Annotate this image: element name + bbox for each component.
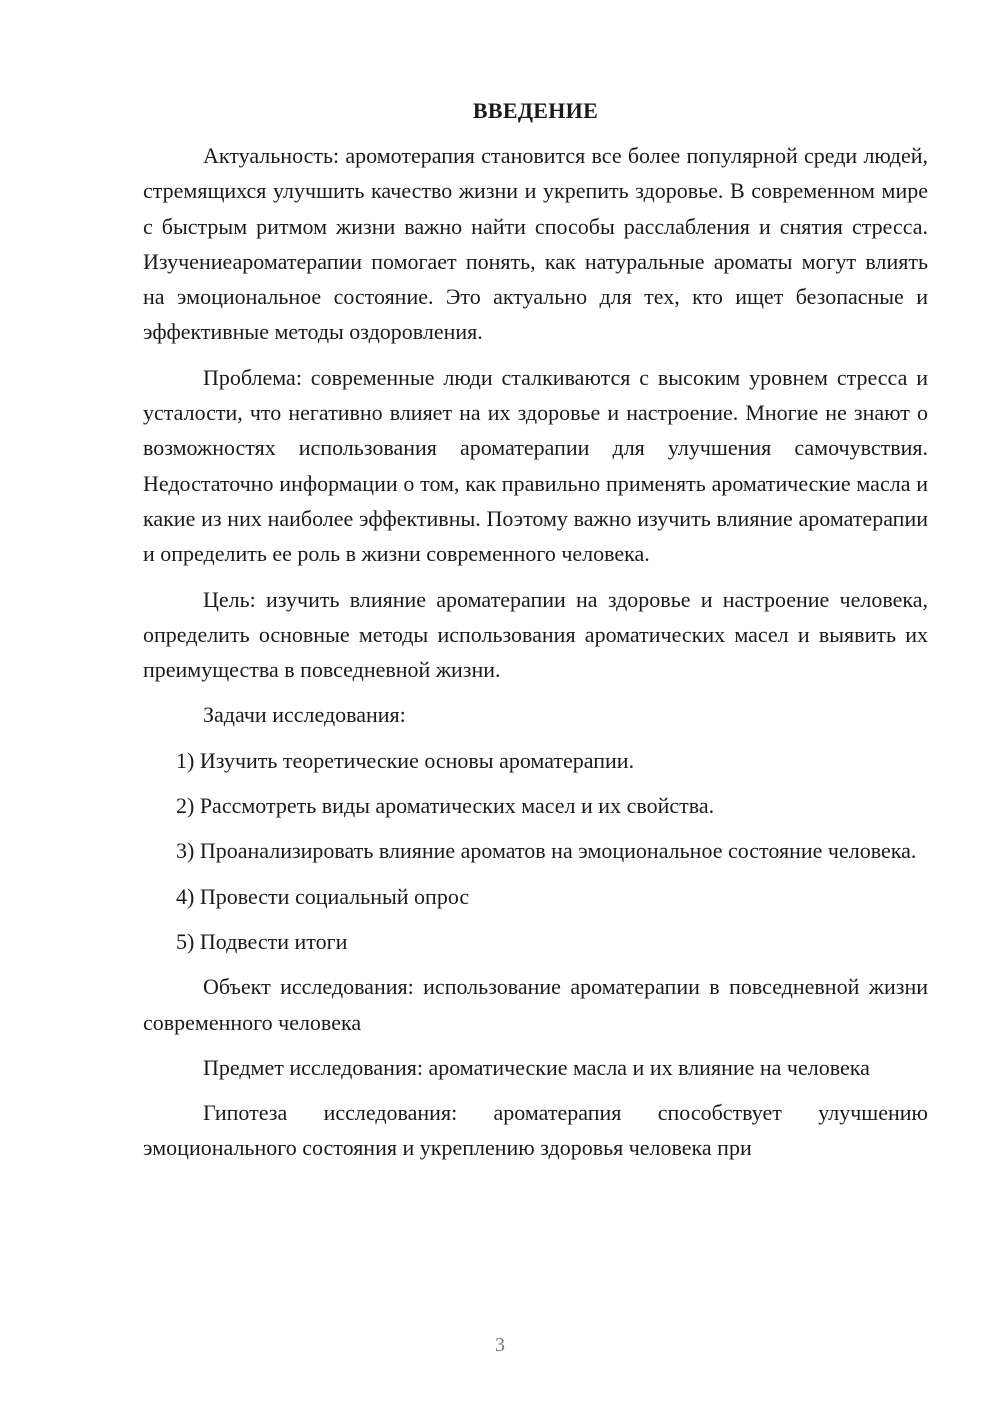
task-item: 3) Проанализировать влияние ароматов на эмоциональное состояние человека. (176, 838, 917, 864)
section-heading: ВВЕДЕНИЕ (472, 98, 599, 123)
paragraph-problem: Проблема: современные люди сталкиваются с высоким уровнем стресса и усталости, что негативно влияет на их здоровье и настроение. Многие не знают о возможностях использования ароматерапии для улучшения самочувствия. Недостаточно информации о том, как правильно применять ароматические масла и какие из них наиболее эффективны. Поэтому важно изучить влияние ароматерапии и определить ее роль в жизни современного человека. (143, 364, 928, 567)
tasks-title: Задачи исследования: (203, 702, 406, 728)
document-body (143, 96, 928, 1176)
paragraph-relevance: Актуальность: аромотерапия становится все более популярной среди людей, стремящихся улучшить качество жизни и укрепить здоровье. В современном мире с быстрым ритмом жизни важно найти способы расслабления и снятия стресса. Изучениеароматерапии помогает понять, как натуральные ароматы могут влиять на эмоциональное состояние. Это актуально для тех, кто ищет безопасные и эффективные методы оздоровления. (143, 143, 928, 345)
paragraph-goal: Цель: изучить влияние ароматерапии на здоровье и настроение человека, определить основные методы использования ароматических масел и выявить их преимущества в повседневной жизни. (143, 586, 928, 683)
paragraph-subject: Предмет исследования: ароматические масла и их влияние на человека (203, 1054, 870, 1080)
paragraph-object: Объект исследования: использование ароматерапии в повседневной жизни современного человека (143, 974, 928, 1035)
task-item: 2) Рассмотреть виды ароматических масел и их свойства. (176, 793, 715, 819)
paragraph-hypothesis: Гипотеза исследования: ароматерапия способствует улучшению эмоционального состояния и укреплению здоровья человека при (143, 1100, 928, 1161)
page-number: 3 (495, 1334, 505, 1356)
task-item: 5) Подвести итоги (176, 928, 348, 954)
task-item: 4) Провести социальный опрос (176, 883, 470, 909)
task-item: 1) Изучить теоретические основы ароматерапии. (176, 747, 635, 773)
